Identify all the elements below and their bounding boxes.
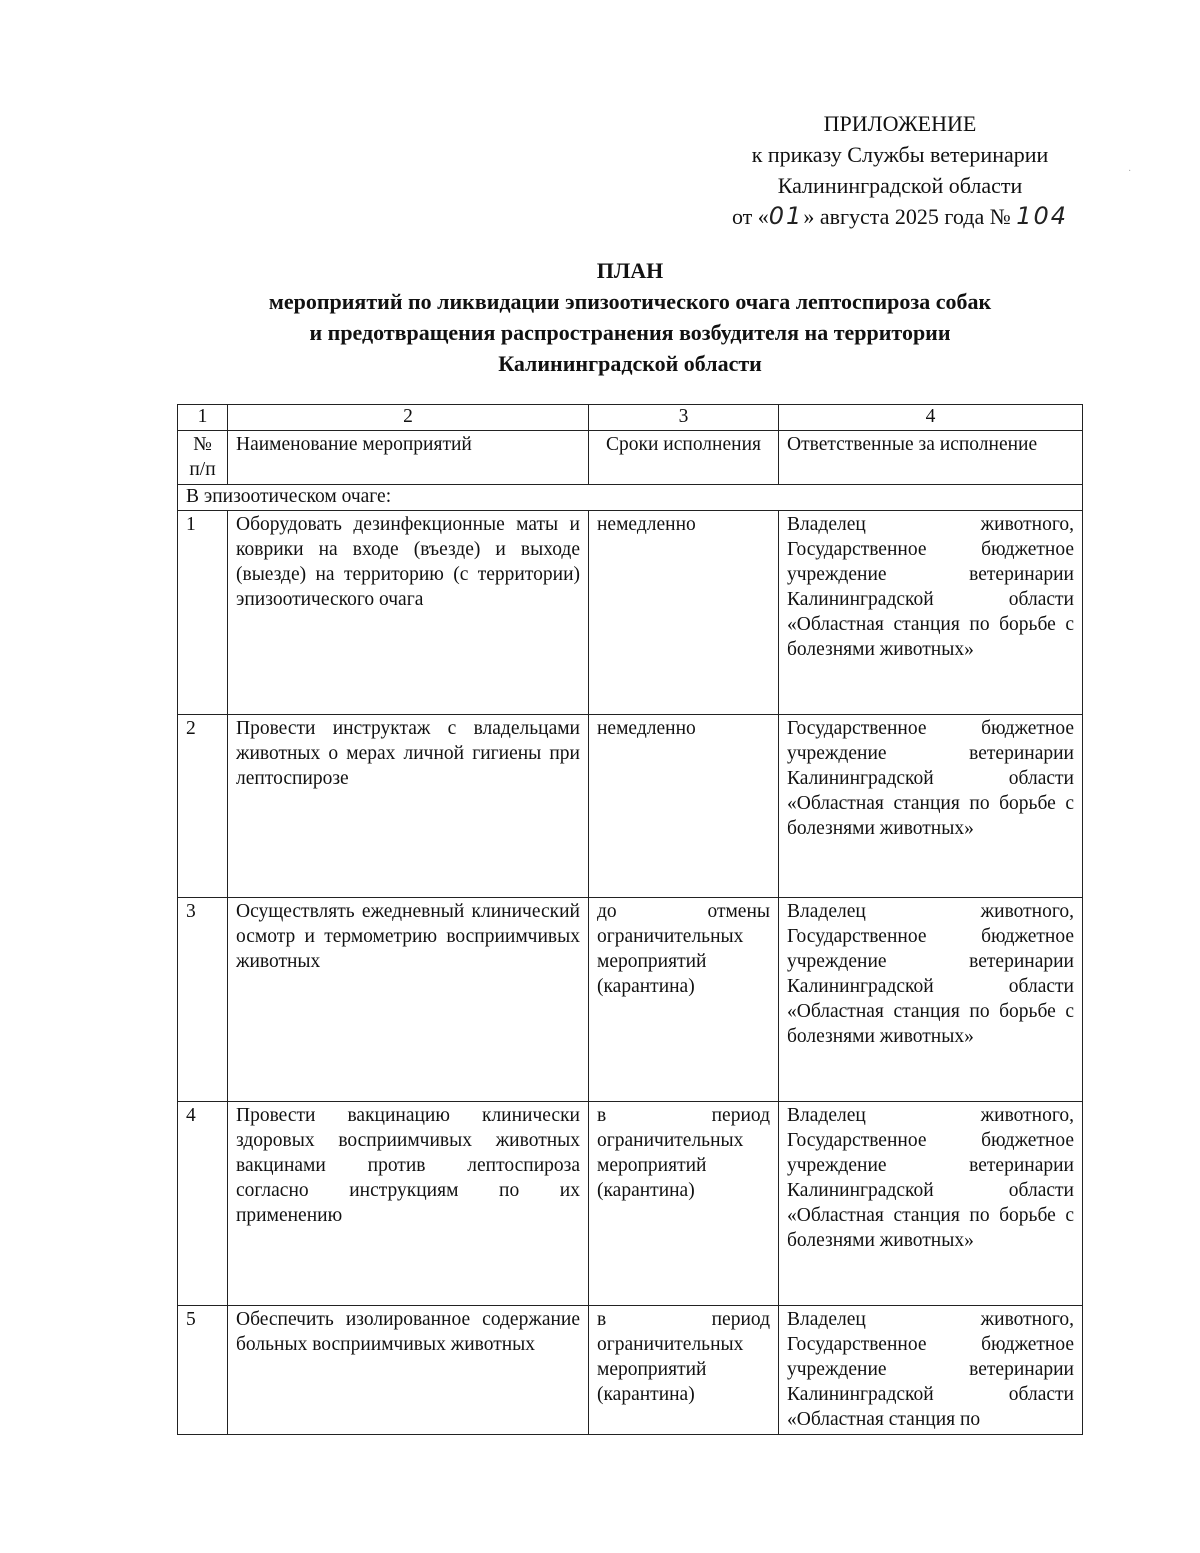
section-label: В эпизоотическом очаге:	[178, 485, 1083, 511]
appendix-title: ПРИЛОЖЕНИЕ	[823, 111, 977, 136]
table-row	[178, 898, 1083, 1102]
appendix-block	[700, 108, 1100, 232]
date-middle: » августа 2025 года №	[803, 204, 1011, 229]
header-num: № п/п	[178, 431, 228, 485]
header-terms: Сроки исполнения	[589, 431, 779, 485]
row-num: 3	[178, 898, 228, 1102]
appendix-region-line: Калининградской области	[777, 173, 1023, 198]
appendix-date-line	[700, 201, 1100, 232]
table-row	[178, 715, 1083, 898]
handwritten-number: 104	[1016, 202, 1069, 230]
header-name: Наименование мероприятий	[228, 431, 589, 485]
row-num: 2	[178, 715, 228, 898]
table-row	[178, 1102, 1083, 1306]
column-number-row	[178, 405, 1083, 431]
row-name: Осуществлять ежедневный клинический осмотр и термометрию восприимчивых животных	[228, 898, 589, 1102]
column-number: 1	[178, 405, 228, 431]
row-responsible: Владелец животного, Государственное бюджетное учреждение ветеринарии Калининградской области «Областная станция по	[779, 1306, 1083, 1435]
row-responsible: Владелец животного, Государственное бюджетное учреждение ветеринарии Калининградской области «Областная станция по борьбе с болезнями животных»	[779, 898, 1083, 1102]
row-name: Провести инструктаж с владельцами животных о мерах личной гигиены при лептоспирозе	[228, 715, 589, 898]
plan-heading: ПЛАН	[596, 258, 664, 283]
row-terms: немедленно	[589, 511, 779, 715]
row-terms: в период ограничительных мероприятий (карантина)	[589, 1102, 779, 1306]
plan-subtitle-2: и предотвращения распространения возбудителя на территории	[309, 320, 951, 345]
plan-table	[177, 404, 1083, 1435]
row-name: Оборудовать дезинфекционные маты и коврики на входе (въезде) и выходе (выезде) на территорию (с территории) эпизоотического очага	[228, 511, 589, 715]
row-num: 5	[178, 1306, 228, 1435]
row-responsible: Владелец животного, Государственное бюджетное учреждение ветеринарии Калининградской области «Областная станция по борьбе с болезнями животных»	[779, 1102, 1083, 1306]
section-row	[178, 485, 1083, 511]
row-responsible: Владелец животного, Государственное бюджетное учреждение ветеринарии Калининградской области «Областная станция по борьбе с болезнями животных»	[779, 511, 1083, 715]
row-responsible: Государственное бюджетное учреждение ветеринарии Калининградской области «Областная станция по борьбе с болезнями животных»	[779, 715, 1083, 898]
plan-subtitle-3: Калининградской области	[498, 351, 762, 376]
row-num: 1	[178, 511, 228, 715]
plan-subtitle-1: мероприятий по ликвидации эпизоотического очага лептоспироза собак	[268, 289, 992, 314]
row-name: Обеспечить изолированное содержание больных восприимчивых животных	[228, 1306, 589, 1435]
header-row	[178, 431, 1083, 485]
column-number: 4	[779, 405, 1083, 431]
column-number: 2	[228, 405, 589, 431]
row-terms: в период ограничительных мероприятий (карантина)	[589, 1306, 779, 1435]
row-terms: до отмены ограничительных мероприятий (карантина)	[589, 898, 779, 1102]
plan-title	[150, 255, 1110, 379]
table-row	[178, 1306, 1083, 1435]
date-prefix: от «	[731, 204, 769, 229]
column-number: 3	[589, 405, 779, 431]
appendix-order-line: к приказу Службы ветеринарии	[751, 142, 1049, 167]
row-terms: немедленно	[589, 715, 779, 898]
table-row	[178, 511, 1083, 715]
header-responsible: Ответственные за исполнение	[779, 431, 1083, 485]
row-num: 4	[178, 1102, 228, 1306]
scan-speck: ·	[1128, 166, 1132, 177]
handwritten-day: 01	[768, 202, 804, 230]
row-name: Провести вакцинацию клинически здоровых восприимчивых животных вакцинами против лептоспироза согласно инструкциям по их применению	[228, 1102, 589, 1306]
